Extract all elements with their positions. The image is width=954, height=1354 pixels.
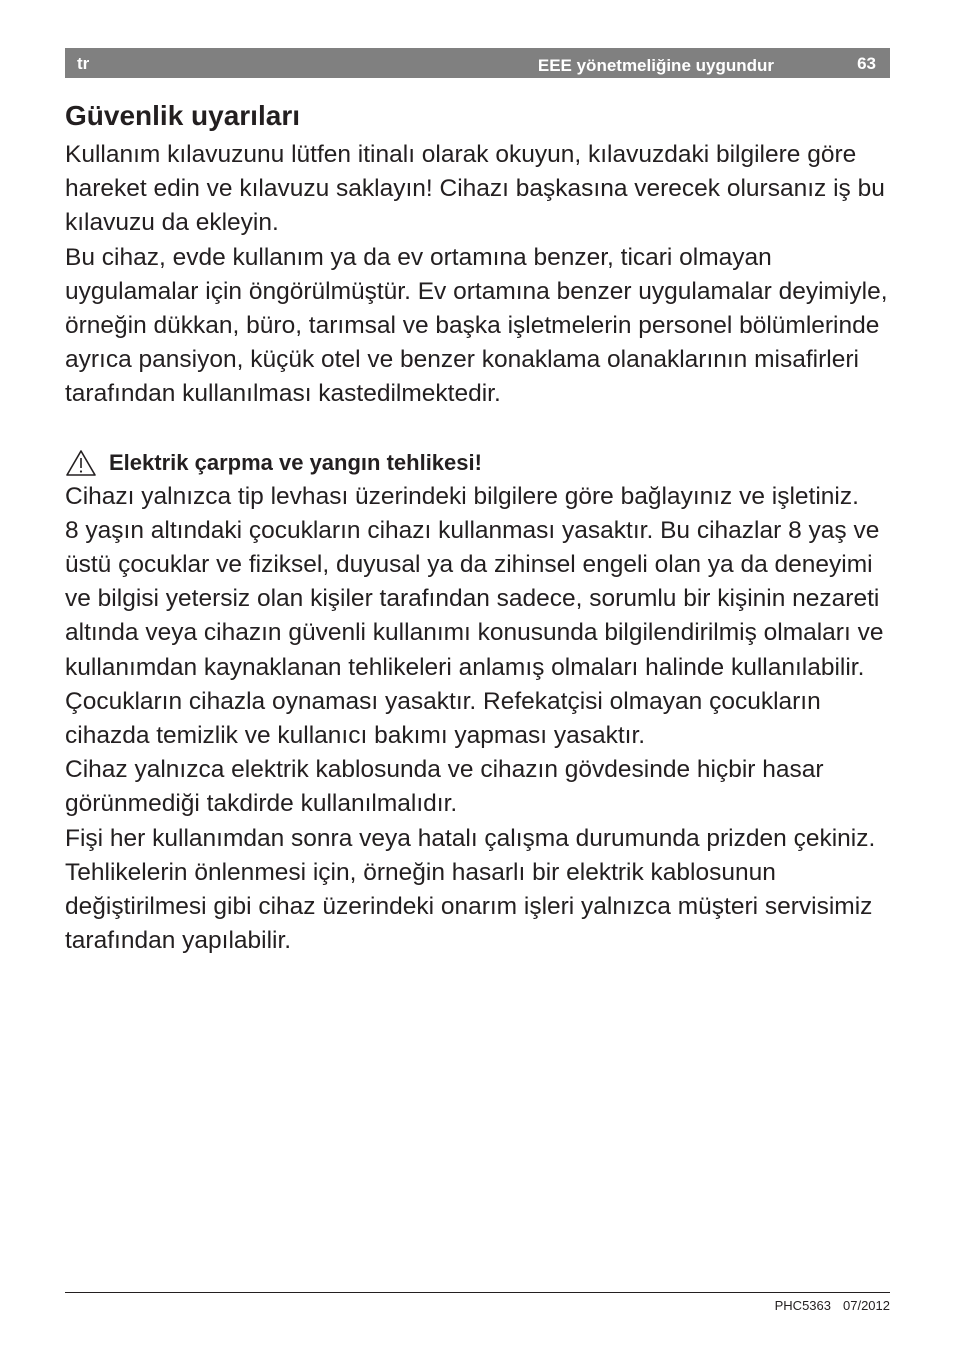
section-spacer: [65, 412, 895, 446]
page-number: 63: [857, 54, 876, 73]
intro-paragraph-1: Kullanım kılavuzunu lütfen itinalı olarak okuyun, kılavuzdaki bilgilere göre hareket edin ve kılavuzu saklayın! Cihazı başkasına verecek olursanız iş bu kılavuzu da ekleyin.: [65, 141, 885, 237]
main-content: [65, 96, 895, 958]
footer: [775, 1298, 890, 1313]
intro-paragraph-2: Bu cihaz, evde kullanım ya da ev ortamına benzer, ticari olmayan uygulamalar için öngörülmüştür. Ev ortamına benzer uygulamalar deyimiyle, örneğin dükkan, büro, tarımsal ve başka işletmelerin personel bölümlerinde ayrıca pansiyon, küçük otel ve benzer konaklama olanaklarının misafirleri tarafından kullanılması kastedilmektedir.: [65, 243, 888, 408]
page-title: Güvenlik uyarıları: [65, 100, 300, 131]
footer-divider: [65, 1292, 890, 1293]
language-code: tr: [77, 54, 90, 73]
warning-paragraph-5: Tehlikelerin önlenmesi için, örneğin hasarlı bir elektrik kablosunun değiştirilmesi gibi cihaz üzerindeki onarım işleri yalnızca müşteri servisimiz tarafından yapılabilir.: [65, 858, 873, 955]
warning-paragraph-2: 8 yaşın altındaki çocukların cihazı kullanması yasaktır. Bu cihazlar 8 yaş ve üstü çocuklar ve fiziksel, duyusal ya da zihinsel engeli olan ya da deneyimi ve bilgisi yetersiz olan kişiler tarafından sadece, sorumlu bir kişinin nezareti altında veya cihazın güvenli kullanımı konusunda bilgilendirilmiş olmaları ve kullanımdan kaynaklanan tehlikeleri anlamış olmaları halinde kullanılabilir. Çocukların cihazla oynaması yasaktır. Refekatçisi olmayan çocukların cihazda temizlik ve kullanıcı bakımı yapması yasaktır.: [65, 516, 884, 750]
footer-date: 07/2012: [843, 1298, 890, 1313]
warning-heading-text: Elektrik çarpma ve yangın tehlikesi!: [109, 449, 482, 475]
warning-paragraph-4: Fişi her kullanımdan sonra veya hatalı çalışma durumunda prizden çekiniz.: [65, 824, 876, 852]
warning-heading: [65, 446, 895, 480]
footer-model: PHC5363: [774, 1298, 831, 1313]
warning-paragraph-3: Cihaz yalnızca elektrik kablosunda ve cihazın gövdesinde hiçbir hasar görünmediği takdirde kullanılmalıdır.: [65, 756, 824, 818]
warning-triangle-icon: [65, 449, 97, 477]
warning-paragraph-1: Cihazı yalnızca tip levhası üzerindeki bilgilere göre bağlayınız ve işletiniz.: [65, 482, 859, 510]
page-header-bar: [65, 48, 890, 78]
section-title: EEE yönetmeliğine uygundur: [537, 56, 774, 75]
